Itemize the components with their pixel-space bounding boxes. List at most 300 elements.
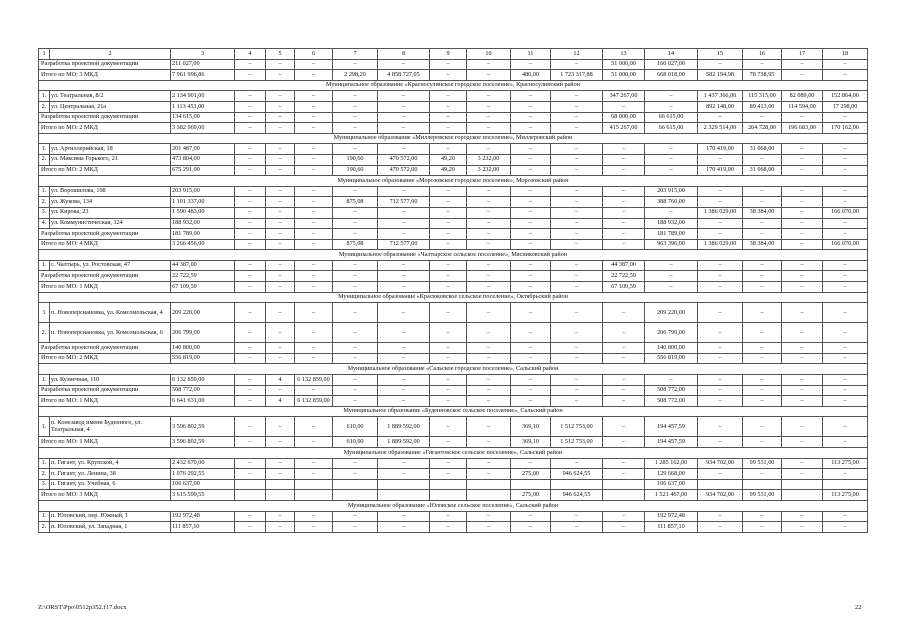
table-cell: 1 889 592,00 bbox=[378, 417, 430, 437]
table-cell: – bbox=[743, 154, 782, 165]
table-cell: – bbox=[378, 271, 430, 282]
table-cell: – bbox=[551, 511, 603, 522]
table-cell: – bbox=[295, 458, 333, 469]
total-row bbox=[39, 437, 868, 448]
total-label: Разработка проектной документации bbox=[39, 229, 171, 240]
table-cell: 166 070,00 bbox=[823, 239, 868, 250]
table-cell: – bbox=[823, 303, 868, 323]
address: ул. Артиллерийская, 18 bbox=[50, 144, 171, 155]
table-cell: – bbox=[467, 417, 511, 437]
table-cell: – bbox=[333, 375, 378, 386]
municipality-header-row bbox=[39, 250, 868, 261]
building-row bbox=[39, 101, 868, 112]
table-cell: – bbox=[551, 375, 603, 386]
table-cell: – bbox=[467, 239, 511, 250]
table-cell: – bbox=[378, 123, 430, 134]
table-cell: – bbox=[295, 101, 333, 112]
table-cell: – bbox=[645, 144, 698, 155]
table-cell: – bbox=[511, 186, 551, 197]
municipality-name: Муниципальное образование «Юловское сельское поселение», Сальский район bbox=[39, 500, 868, 511]
municipality-header-row bbox=[39, 364, 868, 375]
table-cell: 160 027,00 bbox=[645, 59, 698, 70]
table-cell: – bbox=[266, 437, 295, 448]
table-cell: – bbox=[603, 396, 645, 407]
column-number-row bbox=[39, 49, 868, 60]
table-cell: 1 889 592,00 bbox=[378, 437, 430, 448]
table-cell: – bbox=[266, 144, 295, 155]
table-cell: – bbox=[430, 229, 467, 240]
table-cell: – bbox=[603, 207, 645, 218]
table-cell: – bbox=[333, 469, 378, 480]
municipality-header-row bbox=[39, 406, 868, 417]
table-cell: – bbox=[823, 165, 868, 176]
municipality-header-row bbox=[39, 292, 868, 303]
table-cell: – bbox=[823, 260, 868, 271]
table-cell: 369,10 bbox=[511, 437, 551, 448]
table-cell: – bbox=[698, 271, 743, 282]
table-cell: 129 668,00 bbox=[645, 469, 698, 480]
table-cell: – bbox=[266, 70, 295, 81]
table-cell: – bbox=[698, 323, 743, 343]
footer-file-path: Z:\ORST\Ppo\0512p352.f17.docx bbox=[38, 604, 127, 611]
table-cell: 556 819,00 bbox=[645, 353, 698, 364]
table-cell: – bbox=[511, 91, 551, 102]
table-cell: – bbox=[295, 186, 333, 197]
building-row bbox=[39, 186, 868, 197]
column-number: 16 bbox=[743, 49, 782, 60]
table-cell: – bbox=[295, 165, 333, 176]
table-cell: – bbox=[333, 396, 378, 407]
table-cell: – bbox=[235, 144, 266, 155]
table-cell bbox=[603, 479, 645, 490]
table-cell: – bbox=[378, 343, 430, 354]
table-cell: 480,00 bbox=[511, 70, 551, 81]
column-number: 13 bbox=[603, 49, 645, 60]
table-cell: – bbox=[511, 282, 551, 293]
table-cell: – bbox=[467, 260, 511, 271]
table-cell: – bbox=[823, 343, 868, 354]
table-cell: – bbox=[467, 375, 511, 386]
total-amount: 192 972,48 bbox=[171, 511, 235, 522]
table-cell: – bbox=[430, 458, 467, 469]
total-amount: 2 432 670,00 bbox=[171, 458, 235, 469]
table-cell: 1 512 753,00 bbox=[551, 417, 603, 437]
table-cell: – bbox=[743, 59, 782, 70]
table-cell: 934 702,00 bbox=[698, 490, 743, 501]
table-cell: – bbox=[511, 144, 551, 155]
table-cell: – bbox=[235, 91, 266, 102]
table-cell: – bbox=[295, 469, 333, 480]
table-cell: – bbox=[823, 375, 868, 386]
table-cell: 946 624,55 bbox=[551, 469, 603, 480]
total-amount: 1 113 453,00 bbox=[171, 101, 235, 112]
table-cell: – bbox=[430, 91, 467, 102]
table-cell: – bbox=[743, 197, 782, 208]
table-cell: 31 068,00 bbox=[743, 165, 782, 176]
table-cell: – bbox=[266, 511, 295, 522]
table-cell bbox=[430, 490, 467, 501]
table-cell: – bbox=[295, 271, 333, 282]
table-cell: – bbox=[467, 101, 511, 112]
table-cell: – bbox=[467, 458, 511, 469]
table-cell: 946 624,55 bbox=[551, 490, 603, 501]
table-cell: – bbox=[378, 511, 430, 522]
table-cell: – bbox=[430, 112, 467, 123]
table-cell: – bbox=[698, 469, 743, 480]
municipality-name: Муниципальное образование «Сальское городское поселение», Сальский район bbox=[39, 364, 868, 375]
row-number: 1. bbox=[39, 91, 50, 102]
table-cell: – bbox=[698, 375, 743, 386]
table-cell: – bbox=[467, 323, 511, 343]
table-cell: – bbox=[295, 144, 333, 155]
building-row bbox=[39, 417, 868, 437]
table-cell: – bbox=[333, 522, 378, 533]
table-cell: – bbox=[235, 218, 266, 229]
total-row bbox=[39, 490, 868, 501]
table-cell: – bbox=[782, 271, 823, 282]
column-number: 3 bbox=[171, 49, 235, 60]
table-cell: – bbox=[333, 353, 378, 364]
table-cell: – bbox=[235, 375, 266, 386]
table-cell bbox=[511, 479, 551, 490]
table-cell: – bbox=[430, 396, 467, 407]
table-cell: – bbox=[235, 70, 266, 81]
table-cell: – bbox=[266, 154, 295, 165]
table-cell: – bbox=[603, 469, 645, 480]
table-cell: 113 275,00 bbox=[823, 458, 868, 469]
total-row bbox=[39, 70, 868, 81]
table-cell: – bbox=[698, 343, 743, 354]
table-cell: – bbox=[603, 437, 645, 448]
table-cell: 203 915,00 bbox=[645, 186, 698, 197]
table-cell: – bbox=[333, 59, 378, 70]
table-cell: – bbox=[698, 154, 743, 165]
total-row bbox=[39, 271, 868, 282]
column-number: 1 bbox=[39, 49, 50, 60]
table-cell: – bbox=[698, 229, 743, 240]
table-cell: – bbox=[823, 59, 868, 70]
table-cell: 170 162,00 bbox=[823, 123, 868, 134]
address: п. Гигант, ул. Крупской, 4 bbox=[50, 458, 171, 469]
table-cell: – bbox=[333, 218, 378, 229]
table-cell: 2 329 514,00 bbox=[698, 123, 743, 134]
table-cell: – bbox=[430, 101, 467, 112]
total-amount: 188 932,00 bbox=[171, 218, 235, 229]
table-cell: 1 386 029,00 bbox=[698, 239, 743, 250]
table-cell: – bbox=[430, 303, 467, 323]
table-cell: 113 275,00 bbox=[823, 490, 868, 501]
total-label: Итого по МО: 2 МКД bbox=[39, 165, 171, 176]
table-cell: – bbox=[333, 303, 378, 323]
table-cell: – bbox=[235, 154, 266, 165]
table-cell: 111 857,10 bbox=[645, 522, 698, 533]
table-cell: – bbox=[782, 154, 823, 165]
table-cell: 181 789,00 bbox=[645, 229, 698, 240]
table-cell: – bbox=[551, 59, 603, 70]
table-cell: – bbox=[266, 271, 295, 282]
total-amount: 206 799,00 bbox=[171, 323, 235, 343]
table-cell: – bbox=[698, 59, 743, 70]
table-cell: – bbox=[698, 385, 743, 396]
municipality-header-row bbox=[39, 448, 868, 459]
table-cell: – bbox=[467, 123, 511, 134]
table-cell: – bbox=[266, 260, 295, 271]
table-cell: – bbox=[333, 385, 378, 396]
table-cell: – bbox=[823, 112, 868, 123]
table-cell: – bbox=[823, 437, 868, 448]
table-cell: – bbox=[823, 271, 868, 282]
total-amount: 3 596 802,59 bbox=[171, 437, 235, 448]
table-cell: – bbox=[551, 154, 603, 165]
table-cell: – bbox=[467, 282, 511, 293]
table-cell: – bbox=[378, 282, 430, 293]
table-cell: – bbox=[235, 323, 266, 343]
budget-table bbox=[38, 48, 868, 533]
table-cell bbox=[333, 479, 378, 490]
table-cell: – bbox=[333, 323, 378, 343]
table-cell: – bbox=[551, 239, 603, 250]
table-cell: – bbox=[430, 218, 467, 229]
table-cell: – bbox=[333, 91, 378, 102]
table-cell: 190,60 bbox=[333, 154, 378, 165]
municipality-name: Муниципальное образование «Чалтырское сельское поселение», Мясниковский район bbox=[39, 250, 868, 261]
table-cell: – bbox=[782, 469, 823, 480]
table-cell: – bbox=[603, 458, 645, 469]
table-cell: – bbox=[295, 239, 333, 250]
table-cell: – bbox=[333, 186, 378, 197]
table-cell: – bbox=[430, 186, 467, 197]
table-cell: – bbox=[511, 123, 551, 134]
address: ул. Ворошилова, 198 bbox=[50, 186, 171, 197]
table-cell: – bbox=[235, 239, 266, 250]
table-cell: – bbox=[430, 260, 467, 271]
table-cell: 415 267,00 bbox=[603, 123, 645, 134]
table-cell: – bbox=[823, 323, 868, 343]
table-cell: 99 531,00 bbox=[743, 458, 782, 469]
table-cell bbox=[378, 490, 430, 501]
table-cell: – bbox=[266, 218, 295, 229]
table-cell: 38 384,00 bbox=[743, 207, 782, 218]
municipality-name: Муниципальное образование «Красносулинское городское поселение», Красносулинский район bbox=[39, 80, 868, 91]
table-cell: 275,00 bbox=[511, 469, 551, 480]
table-cell: – bbox=[743, 271, 782, 282]
table-cell: – bbox=[782, 282, 823, 293]
table-cell: – bbox=[511, 385, 551, 396]
table-cell: – bbox=[551, 353, 603, 364]
table-cell: – bbox=[782, 239, 823, 250]
total-amount: 106 637,00 bbox=[171, 479, 235, 490]
page-number: 22 bbox=[855, 604, 862, 611]
table-cell: – bbox=[467, 218, 511, 229]
table-cell: – bbox=[235, 511, 266, 522]
table-cell: – bbox=[235, 353, 266, 364]
table-cell: – bbox=[235, 207, 266, 218]
table-cell: – bbox=[430, 207, 467, 218]
table-cell: 1 723 317,88 bbox=[551, 70, 603, 81]
table-cell: – bbox=[295, 385, 333, 396]
municipality-name: Муниципальное образование «Буденновское сельское поселение», Сальский район bbox=[39, 406, 868, 417]
table-cell: 275,00 bbox=[511, 490, 551, 501]
table-cell: – bbox=[266, 353, 295, 364]
table-cell: – bbox=[266, 522, 295, 533]
total-row bbox=[39, 165, 868, 176]
table-cell bbox=[295, 490, 333, 501]
table-cell: – bbox=[467, 353, 511, 364]
table-cell: 4 bbox=[266, 375, 295, 386]
column-number: 6 bbox=[295, 49, 333, 60]
address: ул. Центральная, 21а bbox=[50, 101, 171, 112]
table-cell: 4 858 727,05 bbox=[378, 70, 430, 81]
table-cell: – bbox=[235, 282, 266, 293]
table-cell: – bbox=[511, 260, 551, 271]
building-row bbox=[39, 207, 868, 218]
table-cell: – bbox=[378, 91, 430, 102]
table-cell: – bbox=[551, 522, 603, 533]
table-cell: – bbox=[782, 375, 823, 386]
table-cell: – bbox=[823, 522, 868, 533]
municipality-header-row bbox=[39, 500, 868, 511]
table-cell: – bbox=[511, 59, 551, 70]
total-label: Разработка проектной документации bbox=[39, 112, 171, 123]
table-cell: – bbox=[603, 239, 645, 250]
table-cell: – bbox=[698, 186, 743, 197]
table-cell: – bbox=[603, 353, 645, 364]
table-cell: – bbox=[698, 112, 743, 123]
table-cell: – bbox=[645, 282, 698, 293]
table-cell: – bbox=[743, 437, 782, 448]
table-cell: – bbox=[235, 123, 266, 134]
table-cell: – bbox=[266, 385, 295, 396]
address: ул. Кирова, 23 bbox=[50, 207, 171, 218]
table-cell: – bbox=[698, 303, 743, 323]
table-cell: – bbox=[333, 112, 378, 123]
table-cell bbox=[295, 479, 333, 490]
table-cell: 192 972,48 bbox=[645, 511, 698, 522]
total-label: Итого по МО: 3 МКД bbox=[39, 490, 171, 501]
table-cell: – bbox=[823, 353, 868, 364]
table-cell: 49,20 bbox=[430, 154, 467, 165]
table-cell: – bbox=[551, 207, 603, 218]
table-cell: – bbox=[235, 343, 266, 354]
table-cell bbox=[698, 479, 743, 490]
table-cell: – bbox=[782, 144, 823, 155]
table-cell: – bbox=[235, 469, 266, 480]
column-number: 7 bbox=[333, 49, 378, 60]
table-cell: 188 932,00 bbox=[645, 218, 698, 229]
column-number: 14 bbox=[645, 49, 698, 60]
table-cell: – bbox=[235, 271, 266, 282]
total-amount: 556 819,00 bbox=[171, 353, 235, 364]
table-cell: – bbox=[551, 229, 603, 240]
table-cell: – bbox=[645, 207, 698, 218]
table-cell: – bbox=[698, 218, 743, 229]
table-cell: 106 637,00 bbox=[645, 479, 698, 490]
table-cell: – bbox=[467, 197, 511, 208]
table-cell: 369,10 bbox=[511, 417, 551, 437]
table-cell: – bbox=[235, 396, 266, 407]
table-cell: – bbox=[743, 385, 782, 396]
table-cell: – bbox=[295, 353, 333, 364]
table-cell: – bbox=[698, 522, 743, 533]
table-cell: – bbox=[266, 303, 295, 323]
table-cell: – bbox=[743, 396, 782, 407]
table-cell: – bbox=[782, 218, 823, 229]
table-cell: – bbox=[511, 207, 551, 218]
total-amount: 3 596 802,59 bbox=[171, 417, 235, 437]
table-cell: 610,00 bbox=[333, 437, 378, 448]
table-cell: 934 702,00 bbox=[698, 458, 743, 469]
table-cell: – bbox=[551, 91, 603, 102]
table-cell: – bbox=[782, 260, 823, 271]
table-cell: 194 457,59 bbox=[645, 437, 698, 448]
table-cell: – bbox=[295, 154, 333, 165]
table-cell: – bbox=[782, 396, 823, 407]
table-cell: – bbox=[266, 165, 295, 176]
table-cell: – bbox=[295, 260, 333, 271]
table-cell: – bbox=[603, 375, 645, 386]
table-cell bbox=[333, 490, 378, 501]
table-cell: 712 577,00 bbox=[378, 197, 430, 208]
total-amount: 3 615 599,55 bbox=[171, 490, 235, 501]
row-number: 1. bbox=[39, 186, 50, 197]
table-cell: – bbox=[235, 260, 266, 271]
table-cell: – bbox=[295, 303, 333, 323]
table-cell: 892 148,00 bbox=[698, 101, 743, 112]
table-cell: – bbox=[467, 70, 511, 81]
building-row bbox=[39, 458, 868, 469]
table-cell: – bbox=[823, 469, 868, 480]
table-cell: – bbox=[603, 511, 645, 522]
table-cell: – bbox=[235, 437, 266, 448]
column-number: 8 bbox=[378, 49, 430, 60]
address: п. Гигант, ул. Учебная, 6 bbox=[50, 479, 171, 490]
table-cell: 78 738,95 bbox=[743, 70, 782, 81]
address: ул. Жукова, 134 bbox=[50, 197, 171, 208]
table-cell: – bbox=[333, 343, 378, 354]
table-cell: – bbox=[645, 260, 698, 271]
table-cell: – bbox=[511, 229, 551, 240]
table-cell: 152 864,00 bbox=[823, 91, 868, 102]
table-cell: – bbox=[603, 385, 645, 396]
table-cell: – bbox=[511, 375, 551, 386]
table-cell: – bbox=[698, 197, 743, 208]
table-cell bbox=[235, 479, 266, 490]
table-cell: – bbox=[511, 112, 551, 123]
table-cell: – bbox=[295, 207, 333, 218]
table-cell: – bbox=[333, 511, 378, 522]
total-amount: 111 857,10 bbox=[171, 522, 235, 533]
table-cell: – bbox=[235, 186, 266, 197]
table-cell: – bbox=[551, 385, 603, 396]
table-cell: – bbox=[743, 186, 782, 197]
table-cell: 44 387,00 bbox=[603, 260, 645, 271]
table-cell: – bbox=[823, 417, 868, 437]
table-cell: 347 267,00 bbox=[603, 91, 645, 102]
building-row bbox=[39, 522, 868, 533]
table-cell: – bbox=[743, 303, 782, 323]
row-number: 2. bbox=[39, 323, 50, 343]
table-cell: – bbox=[266, 186, 295, 197]
total-amount: 6 641 631,00 bbox=[171, 396, 235, 407]
table-cell: – bbox=[698, 396, 743, 407]
table-cell: – bbox=[698, 437, 743, 448]
table-cell: 204 728,00 bbox=[743, 123, 782, 134]
table-cell: – bbox=[430, 353, 467, 364]
row-number: 1. bbox=[39, 417, 50, 437]
total-label: Разработка проектной документации bbox=[39, 271, 171, 282]
column-number: 2 bbox=[50, 49, 171, 60]
table-cell: – bbox=[743, 522, 782, 533]
